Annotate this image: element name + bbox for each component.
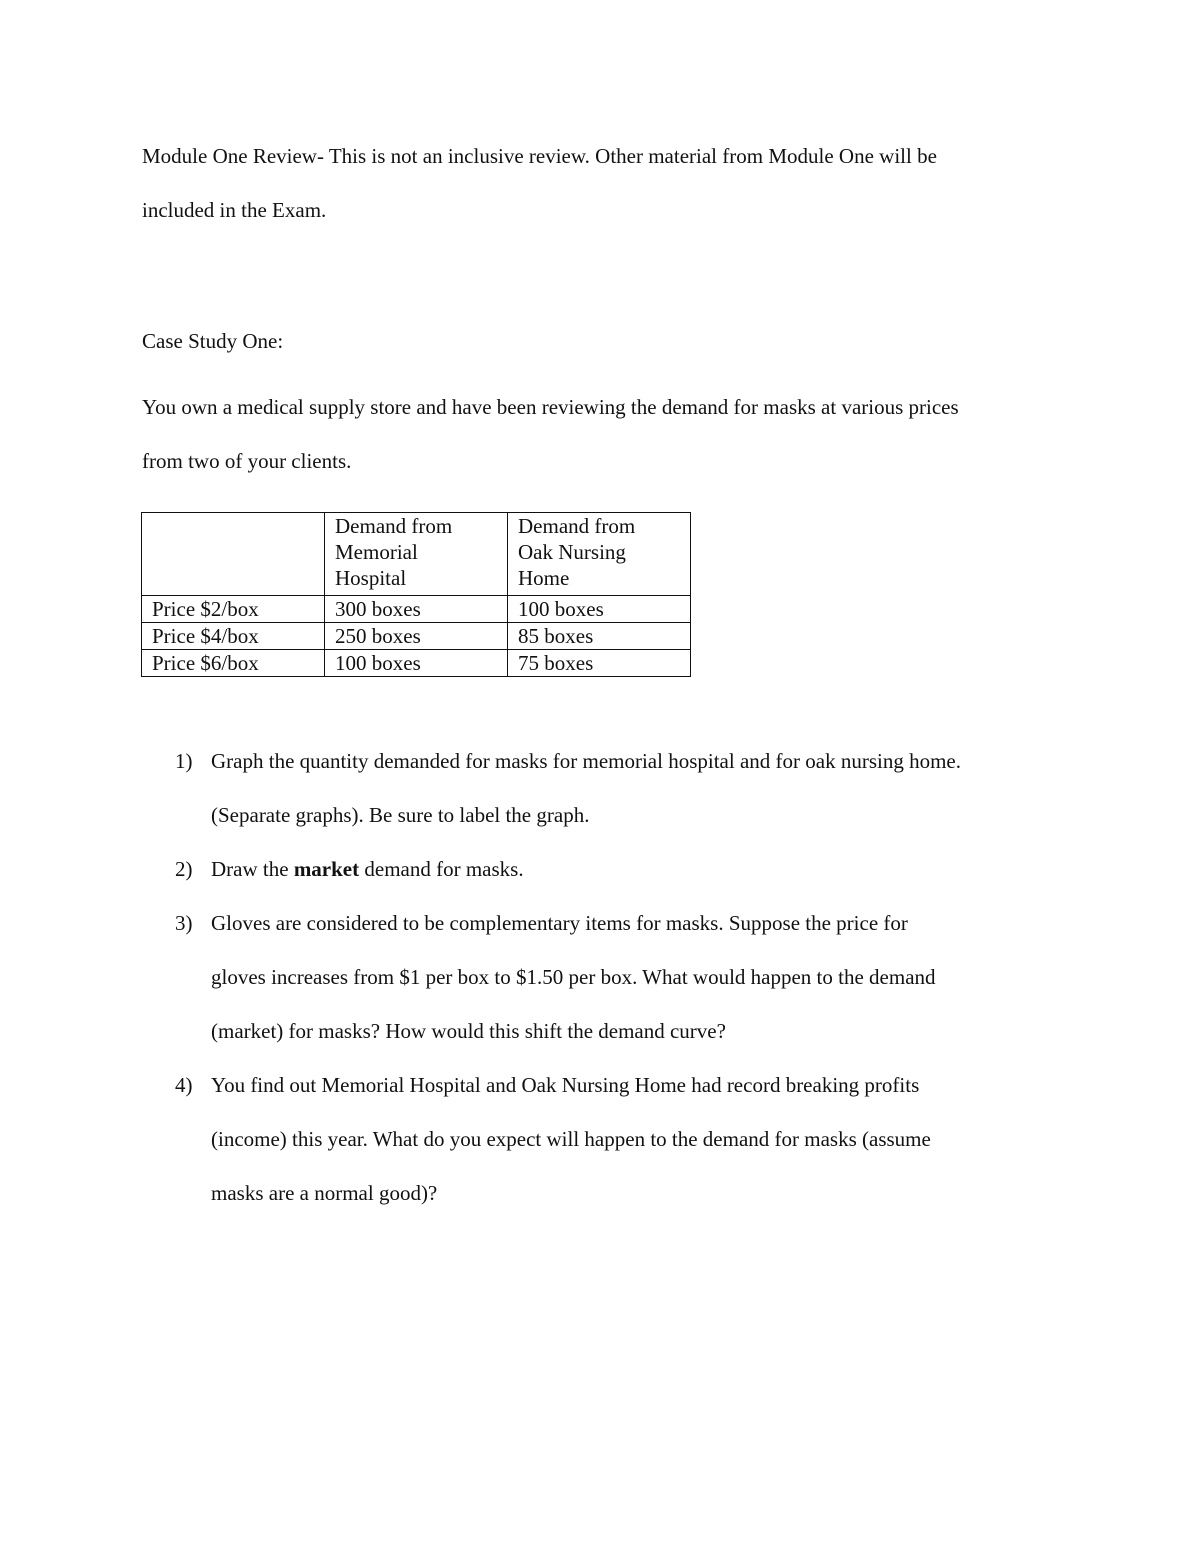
- question-2-text: [211, 856, 524, 882]
- header-memorial-line: Hospital: [335, 566, 407, 590]
- question-3-number: 3): [175, 911, 193, 935]
- table-header-row: [142, 513, 691, 596]
- question-1-number: 1): [175, 749, 193, 773]
- header-memorial-line: Memorial: [335, 540, 418, 564]
- demand-table: [141, 512, 691, 677]
- question-2-bold: market: [293, 857, 360, 881]
- question-3-line-3: (market) for masks? How would this shift the demand curve?: [211, 1019, 726, 1043]
- scenario-line-1: You own a medical supply store and have been reviewing the demand for masks at various prices: [142, 395, 959, 419]
- table-row: [142, 650, 691, 677]
- question-2-number: 2): [175, 857, 193, 881]
- question-1-line-1: Graph the quantity demanded for masks for memorial hospital and for oak nursing home.: [211, 749, 961, 773]
- table-cell-oak: 85 boxes: [508, 623, 691, 650]
- table-cell-memorial: 250 boxes: [325, 623, 508, 650]
- table-header-memorial: [325, 513, 508, 596]
- table-cell-price: Price $4/box: [142, 623, 325, 650]
- question-1-line-2: (Separate graphs). Be sure to label the graph.: [211, 803, 590, 827]
- case-study-heading: Case Study One:: [142, 329, 284, 353]
- question-2-post: demand for masks.: [359, 857, 524, 881]
- table-cell-oak: 75 boxes: [508, 650, 691, 677]
- question-4-line-2: (income) this year. What do you expect will happen to the demand for masks (assume: [211, 1127, 931, 1151]
- table-row: [142, 623, 691, 650]
- question-4-line-1: You find out Memorial Hospital and Oak Nursing Home had record breaking profits: [211, 1073, 920, 1097]
- table-cell-memorial: 100 boxes: [325, 650, 508, 677]
- header-memorial-line: Demand from: [335, 514, 453, 538]
- header-oak-line: Home: [518, 566, 570, 590]
- table-header-oak: [508, 513, 691, 596]
- table-cell-price: Price $2/box: [142, 596, 325, 623]
- question-2-pre: Draw the: [211, 857, 294, 881]
- question-3-line-1: Gloves are considered to be complementary items for masks. Suppose the price for: [211, 911, 908, 935]
- table-row: [142, 596, 691, 623]
- question-4-line-3: masks are a normal good)?: [211, 1181, 438, 1205]
- question-4-number: 4): [175, 1073, 193, 1097]
- table-cell-price: Price $6/box: [142, 650, 325, 677]
- table-cell-memorial: 300 boxes: [325, 596, 508, 623]
- intro-line-2: included in the Exam.: [142, 198, 327, 222]
- question-3-line-2: gloves increases from $1 per box to $1.50 per box. What would happen to the demand: [211, 965, 936, 989]
- scenario-line-2: from two of your clients.: [142, 449, 352, 473]
- table-cell-oak: 100 boxes: [508, 596, 691, 623]
- header-oak-line: Demand from: [518, 514, 636, 538]
- intro-line-1: Module One Review- This is not an inclusive review. Other material from Module One will be: [142, 144, 937, 168]
- table-header-empty: [142, 513, 325, 596]
- header-oak-line: Oak Nursing: [518, 540, 626, 564]
